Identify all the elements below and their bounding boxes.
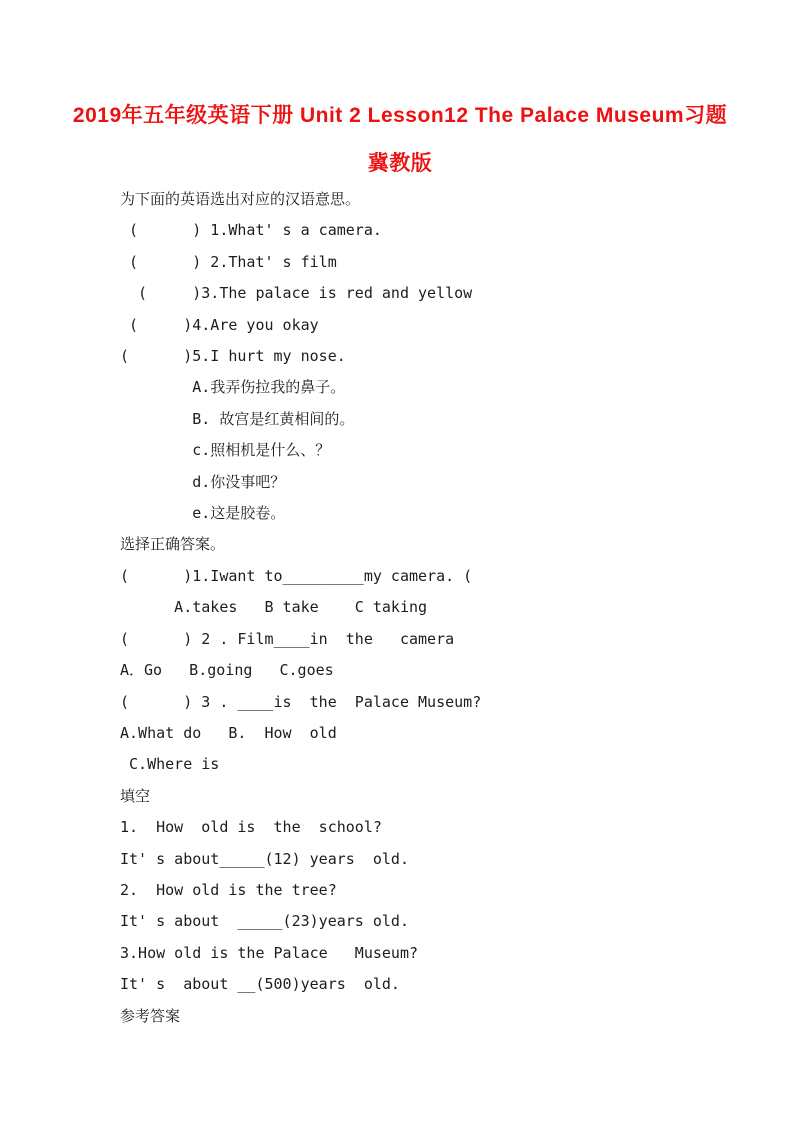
document-title-line-1: 2019年五年级英语下册 Unit 2 Lesson12 The Palace Museum习题 <box>72 104 728 127</box>
fill-answer-1: It' s about_____(12) years old. <box>120 849 409 868</box>
match-option-a: A.我弄伤拉我的鼻子。 <box>120 378 346 397</box>
choice-question-3-options-ab: A.What do B. How old <box>120 723 337 742</box>
match-question-3: ( )3.The palace is red and yellow <box>120 284 473 303</box>
fill-question-1: 1. How old is the school? <box>120 818 382 837</box>
match-option-c: c.照相机是什么、？ <box>120 441 331 460</box>
document-body <box>0 184 800 1032</box>
choice-question-2: ( ) 2 . Film____in the camera <box>120 629 455 648</box>
choice-question-2-options: A．Go B.going C.goes <box>120 661 334 680</box>
fill-question-2: 2. How old is the tree? <box>120 880 337 899</box>
section-heading-match: 为下面的英语选出对应的汉语意思。 <box>120 190 361 208</box>
section-heading-choice: 选择正确答案。 <box>120 535 226 554</box>
fill-question-3: 3.How old is the Palace Museum? <box>120 943 419 962</box>
match-question-5: ( )5.I hurt my nose. <box>120 347 346 366</box>
match-question-4: ( )4.Are you okay <box>120 315 319 334</box>
match-option-d: d.你没事吧？ <box>120 472 286 491</box>
document-title-line-2: 冀教版 <box>367 152 433 175</box>
match-option-e: e.这是胶卷。 <box>120 504 286 523</box>
choice-question-3-option-c: C.Where is <box>120 755 220 774</box>
match-question-1: ( ) 1.What' s a camera. <box>120 221 382 240</box>
choice-question-1: ( )1.Iwant to_________my camera. ( <box>120 566 473 585</box>
fill-answer-3: It' s about __(500)years old. <box>120 975 400 994</box>
match-question-2: ( ) 2.That' s film <box>120 252 337 271</box>
choice-question-3: ( ) 3 . ____is the Palace Museum? <box>120 692 482 711</box>
document-title <box>0 92 800 188</box>
section-heading-answers: 参考答案 <box>120 1006 181 1025</box>
choice-question-1-options: A.takes B take C taking <box>120 598 428 617</box>
fill-answer-2: It' s about _____(23)years old. <box>120 912 409 931</box>
section-heading-fill: 填空 <box>120 786 151 805</box>
match-option-b: B. 故宫是红黄相间的。 <box>120 409 355 428</box>
